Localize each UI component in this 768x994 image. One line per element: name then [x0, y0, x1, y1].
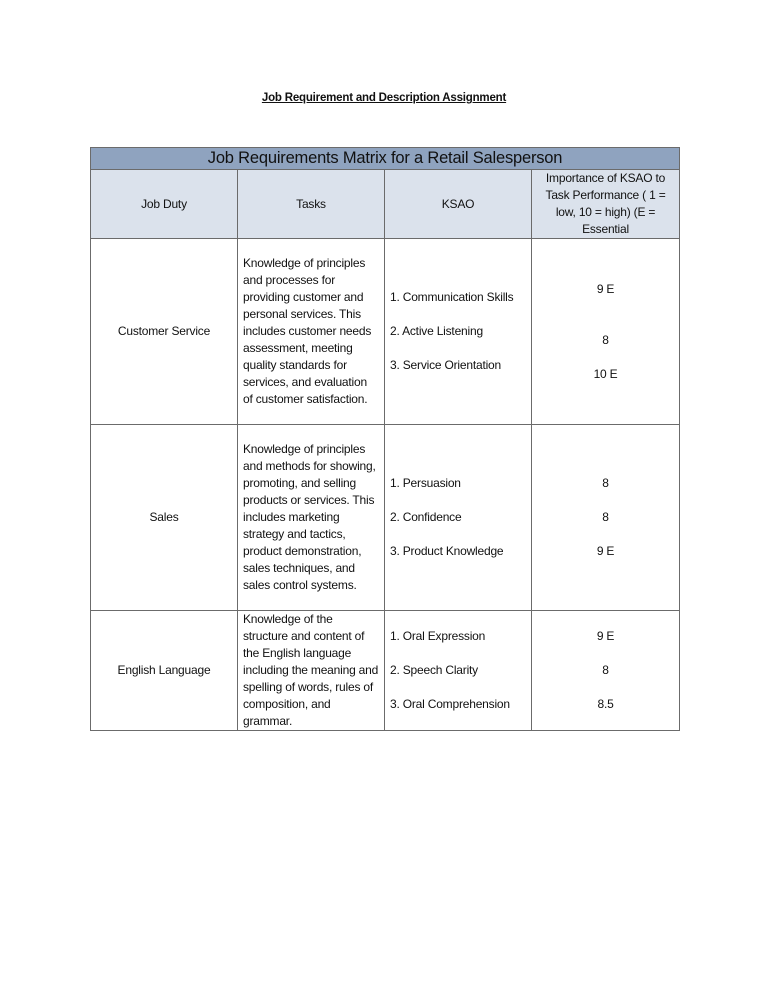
duty-cell: English Language — [91, 611, 238, 731]
tasks-cell: Knowledge of the structure and content of the English language including the meaning and spelling of words, rules of composition, and grammar. — [238, 611, 385, 731]
page-heading: Job Requirement and Description Assignment — [261, 92, 507, 104]
ksao-item: 3. Service Orientation — [390, 358, 501, 372]
ksao-item: 3. Product Knowledge — [390, 544, 504, 558]
ksao-item: 1. Oral Expression — [390, 629, 486, 643]
ksao-item: 2. Confidence — [390, 510, 462, 524]
header-importance: Importance of KSAO to Task Performance ( 1 = low, 10 = high) (E = Essential — [532, 170, 680, 239]
ksao-cell — [385, 239, 532, 425]
table-row — [91, 611, 680, 731]
importance-value: 9 E — [596, 281, 615, 296]
job-requirements-matrix — [90, 147, 680, 731]
importance-value: 10 E — [593, 366, 618, 381]
ksao-cell — [385, 611, 532, 731]
matrix-title: Job Requirements Matrix for a Retail Salesperson — [91, 148, 680, 170]
duty-cell: Customer Service — [91, 239, 238, 425]
importance-cell — [532, 239, 680, 425]
importance-cell — [532, 425, 680, 611]
header-tasks: Tasks — [238, 170, 385, 239]
importance-value: 8 — [602, 663, 609, 677]
table-row — [91, 425, 680, 611]
ksao-item: 1. Persuasion — [390, 476, 461, 490]
importance-value: 8 — [602, 476, 609, 490]
header-ksao: KSAO — [385, 170, 532, 239]
importance-value: 8 — [602, 332, 609, 347]
tasks-cell: Knowledge of principles and processes for providing customer and personal services. This includes customer needs assessment, meeting quality standards for services, and evaluation of customer satisfaction. — [238, 239, 385, 425]
importance-value: 8 — [602, 510, 609, 524]
header-row — [91, 170, 680, 239]
ksao-cell — [385, 425, 532, 611]
importance-value: 9 E — [596, 544, 615, 558]
importance-value: 8.5 — [597, 697, 614, 711]
header-job-duty: Job Duty — [91, 170, 238, 239]
tasks-cell: Knowledge of principles and methods for showing, promoting, and selling products or services. This includes marketing strategy and tactics, product demonstration, sales techniques, and sales control systems. — [238, 425, 385, 611]
ksao-item: 1. Communication Skills — [390, 290, 514, 304]
ksao-item: 2. Active Listening — [390, 324, 483, 338]
importance-value: 9 E — [596, 629, 615, 643]
importance-cell — [532, 611, 680, 731]
duty-cell: Sales — [91, 425, 238, 611]
table-row — [91, 239, 680, 425]
ksao-item: 3. Oral Comprehension — [390, 697, 510, 711]
ksao-item: 2. Speech Clarity — [390, 663, 478, 677]
